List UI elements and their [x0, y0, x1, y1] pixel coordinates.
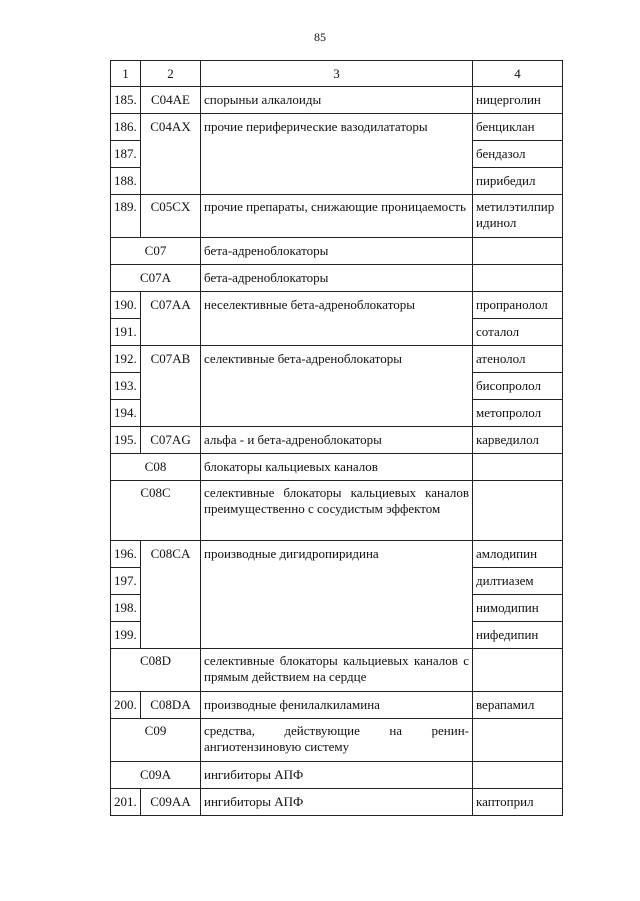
- atc-code: C08: [111, 454, 201, 481]
- drug-name: соталол: [473, 319, 563, 346]
- group-description: селективные блокаторы кальциевых каналов преимущественно с сосудистым эффектом: [201, 481, 473, 541]
- group-description: ингибиторы АПФ: [201, 762, 473, 789]
- group-description: средства, действующие на ренин-ангиотензиновую систему: [201, 719, 473, 762]
- atc-code: C08DA: [141, 692, 201, 719]
- atc-code: C04AE: [141, 87, 201, 114]
- table-header-row: [111, 61, 563, 87]
- atc-code: C09A: [111, 762, 201, 789]
- table-row: [111, 87, 563, 114]
- drug-name: ницерголин: [473, 87, 563, 114]
- row-number: 198.: [111, 595, 141, 622]
- header-cell: 4: [473, 61, 563, 87]
- row-number: 192.: [111, 346, 141, 373]
- atc-code: C09: [111, 719, 201, 762]
- drug-name: амлодипин: [473, 541, 563, 568]
- classification-table: [110, 60, 563, 816]
- drug-name: карведилол: [473, 427, 563, 454]
- drug-name: бисопролол: [473, 373, 563, 400]
- table-row: [111, 762, 563, 789]
- group-description: прочие препараты, снижающие проницаемость: [201, 195, 473, 238]
- atc-code: C09AA: [141, 789, 201, 816]
- drug-name: пирибедил: [473, 168, 563, 195]
- drug-name: дилтиазем: [473, 568, 563, 595]
- table-row: [111, 481, 563, 541]
- drug-name: [473, 649, 563, 692]
- group-description: бета-адреноблокаторы: [201, 238, 473, 265]
- group-description: блокаторы кальциевых каналов: [201, 454, 473, 481]
- atc-code: C07AB: [141, 346, 201, 427]
- row-number: 196.: [111, 541, 141, 568]
- row-number: 191.: [111, 319, 141, 346]
- drug-name: [473, 265, 563, 292]
- row-number: 197.: [111, 568, 141, 595]
- atc-code: C08D: [111, 649, 201, 692]
- row-number: 193.: [111, 373, 141, 400]
- drug-name: пропранолол: [473, 292, 563, 319]
- table-row: [111, 454, 563, 481]
- atc-code: C04AX: [141, 114, 201, 195]
- table-row: [111, 114, 563, 141]
- row-number: 200.: [111, 692, 141, 719]
- page-number: 85: [314, 30, 326, 44]
- table-row: [111, 719, 563, 762]
- group-description: прочие периферические вазодилататоры: [201, 114, 473, 195]
- drug-name: верапамил: [473, 692, 563, 719]
- row-number: 188.: [111, 168, 141, 195]
- atc-code: C07A: [111, 265, 201, 292]
- row-number: 190.: [111, 292, 141, 319]
- drug-name: метилэтилпиридинол: [473, 195, 563, 238]
- atc-code: C07AG: [141, 427, 201, 454]
- group-description: производные фенилалкиламина: [201, 692, 473, 719]
- header-cell: 1: [111, 61, 141, 87]
- row-number: 195.: [111, 427, 141, 454]
- drug-name: бендазол: [473, 141, 563, 168]
- atc-code: C08C: [111, 481, 201, 541]
- drug-name: [473, 481, 563, 541]
- atc-code: C07: [111, 238, 201, 265]
- header-cell: 2: [141, 61, 201, 87]
- row-number: 186.: [111, 114, 141, 141]
- group-description: альфа - и бета-адреноблокаторы: [201, 427, 473, 454]
- drug-name: [473, 719, 563, 762]
- row-number: 194.: [111, 400, 141, 427]
- row-number: 201.: [111, 789, 141, 816]
- atc-code: C05CX: [141, 195, 201, 238]
- table-row: [111, 541, 563, 568]
- row-number: 187.: [111, 141, 141, 168]
- table-row: [111, 195, 563, 238]
- group-description: бета-адреноблокаторы: [201, 265, 473, 292]
- group-description: спорыньи алкалоиды: [201, 87, 473, 114]
- drug-name: атенолол: [473, 346, 563, 373]
- atc-code: C08CA: [141, 541, 201, 649]
- table-row: [111, 692, 563, 719]
- header-cell: 3: [201, 61, 473, 87]
- drug-name: бенциклан: [473, 114, 563, 141]
- atc-code: C07AA: [141, 292, 201, 346]
- drug-name: метопролол: [473, 400, 563, 427]
- row-number: 185.: [111, 87, 141, 114]
- drug-name: [473, 238, 563, 265]
- drug-name: каптоприл: [473, 789, 563, 816]
- group-description: ингибиторы АПФ: [201, 789, 473, 816]
- table-row: [111, 427, 563, 454]
- table-row: [111, 265, 563, 292]
- group-description: селективные блокаторы кальциевых каналов с прямым действием на сердце: [201, 649, 473, 692]
- table-row: [111, 292, 563, 319]
- table-row: [111, 649, 563, 692]
- drug-name: [473, 762, 563, 789]
- table-row: [111, 238, 563, 265]
- group-description: производные дигидропиридина: [201, 541, 473, 649]
- group-description: селективные бета-адреноблокаторы: [201, 346, 473, 427]
- drug-name: нифедипин: [473, 622, 563, 649]
- row-number: 199.: [111, 622, 141, 649]
- drug-name: нимодипин: [473, 595, 563, 622]
- group-description: неселективные бета-адреноблокаторы: [201, 292, 473, 346]
- drug-name: [473, 454, 563, 481]
- row-number: 189.: [111, 195, 141, 238]
- table-row: [111, 789, 563, 816]
- table-row: [111, 346, 563, 373]
